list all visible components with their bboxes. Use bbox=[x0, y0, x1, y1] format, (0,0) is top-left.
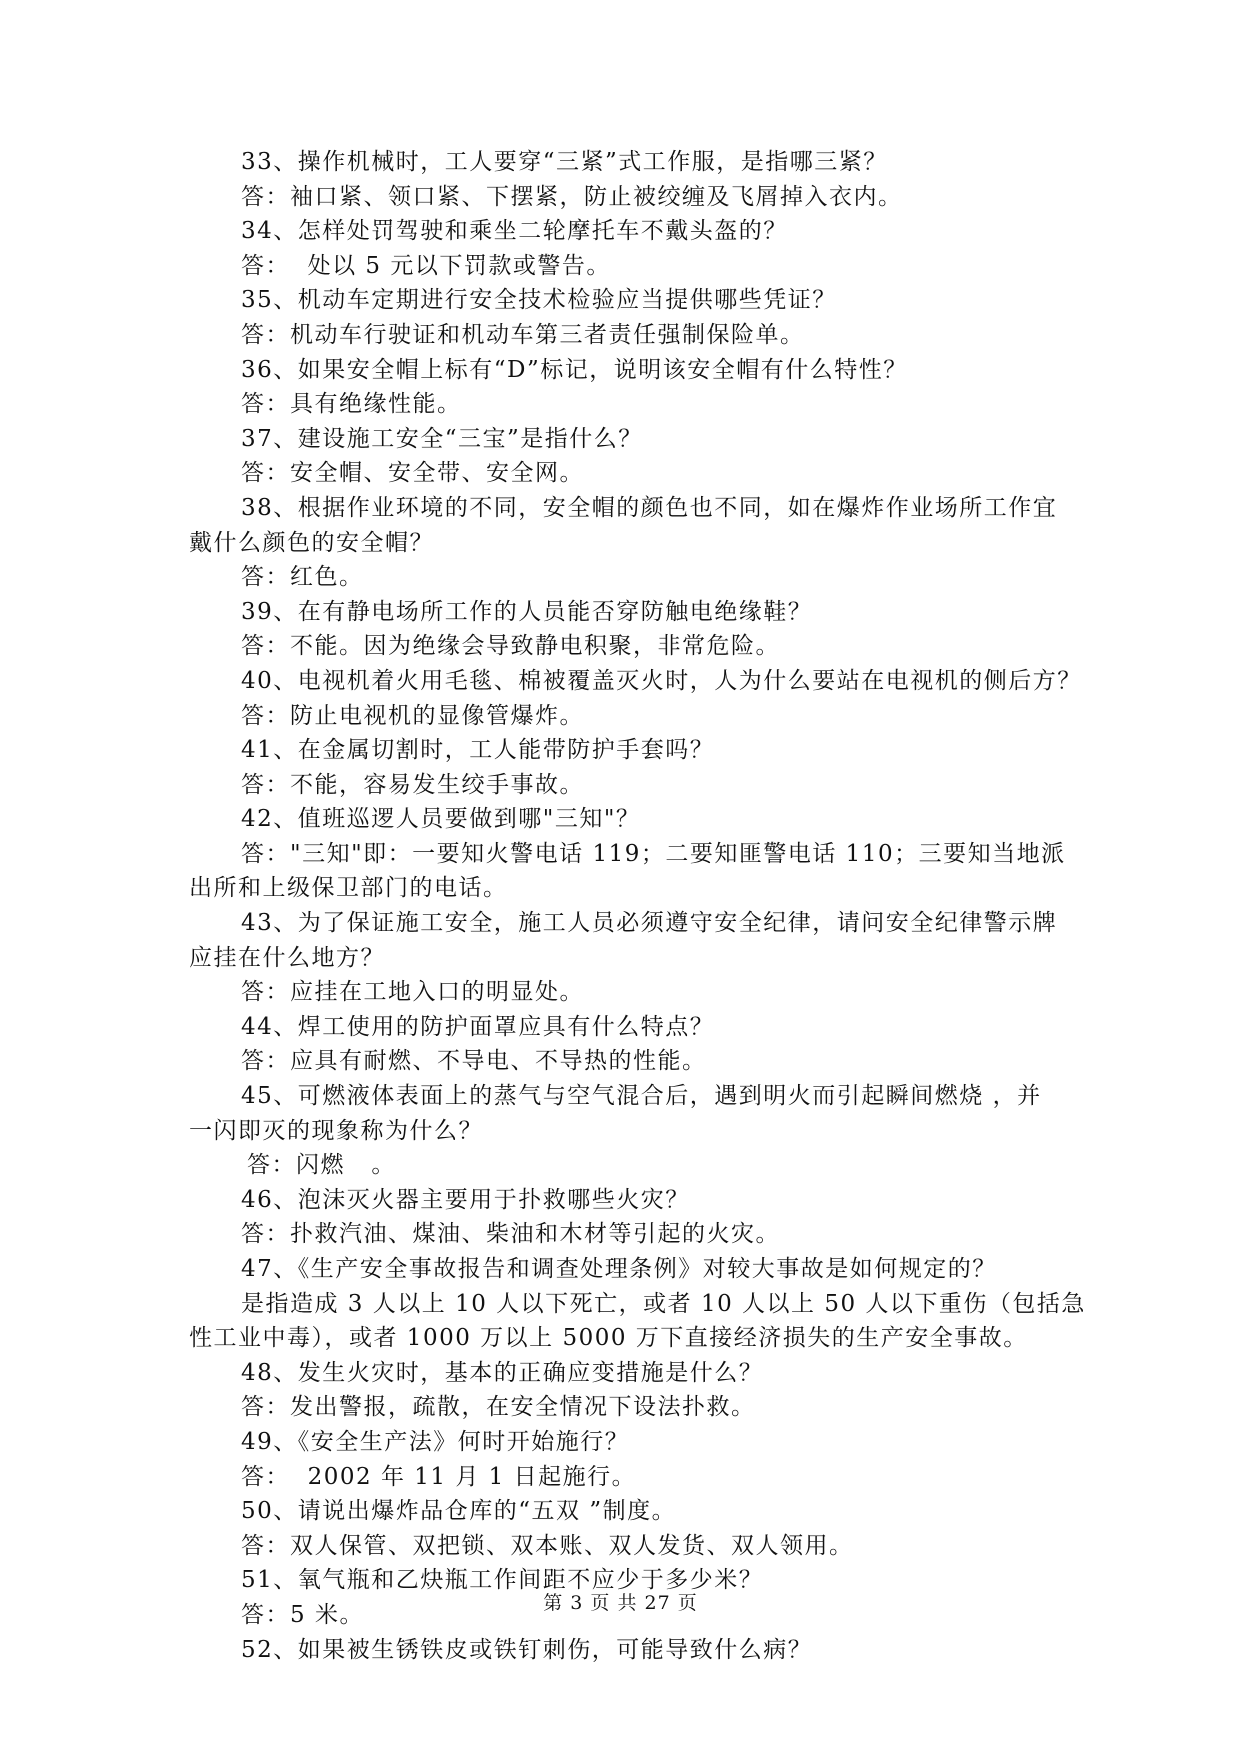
answer-line: 答：袖口紧、领口紧、下摆紧，防止被绞缠及飞屑掉入衣内。 bbox=[241, 183, 903, 210]
page-number-label: 第 3 页 共 27 页 bbox=[543, 1592, 698, 1614]
answer-line: 答：机动车行驶证和机动车第三者责任强制保险单。 bbox=[241, 321, 805, 348]
body-text bbox=[189, 145, 1086, 1667]
answer-line: 答：不能。因为绝缘会导致静电积聚，非常危险。 bbox=[241, 633, 780, 660]
answer-line: 答：5 米。 bbox=[241, 1601, 364, 1628]
question-continuation-line: 应挂在什么地方？ bbox=[189, 944, 385, 971]
question-continuation-line: 一闪即灭的现象称为什么？ bbox=[189, 1117, 483, 1144]
question-line: 43、为了保证施工安全，施工人员必须遵守安全纪律，请问安全纪律警示牌 bbox=[241, 910, 1058, 937]
question-line: 41、在金属切割时，工人能带防护手套吗？ bbox=[241, 737, 715, 764]
question-line: 39、在有静电场所工作的人员能否穿防触电绝缘鞋？ bbox=[241, 598, 813, 625]
question-line: 34、怎样处罚驾驶和乘坐二轮摩托车不戴头盔的？ bbox=[241, 218, 788, 245]
answer-line: 答：不能，容易发生绞手事故。 bbox=[241, 771, 584, 798]
question-line: 42、值班巡逻人员要做到哪"三知"？ bbox=[241, 806, 641, 833]
question-line: 38、根据作业环境的不同，安全帽的颜色也不同，如在爆炸作业场所工作宜 bbox=[241, 494, 1058, 521]
answer-continuation-line: 出所和上级保卫部门的电话。 bbox=[189, 875, 508, 902]
answer-line: 答： 2002 年 11 月 1 日起施行。 bbox=[241, 1463, 637, 1490]
question-line: 52、如果被生锈铁皮或铁钉刺伤，可能导致什么病？ bbox=[241, 1636, 813, 1663]
answer-line: 答：红色。 bbox=[241, 564, 364, 591]
question-line: 46、泡沫灭火器主要用于扑救哪些火灾？ bbox=[241, 1186, 690, 1213]
question-continuation-line: 戴什么颜色的安全帽？ bbox=[189, 529, 434, 556]
answer-line: 答：具有绝缘性能。 bbox=[241, 391, 462, 418]
answer-continuation-line: 性工业中毒），或者 1000 万以上 5000 万下直接经济损失的生产安全事故。 bbox=[189, 1325, 1028, 1352]
answer-line: 答：发出警报，疏散，在安全情况下设法扑救。 bbox=[241, 1394, 756, 1421]
question-line: 44、焊工使用的防护面罩应具有什么特点？ bbox=[241, 1013, 715, 1040]
answer-line: 答：应具有耐燃、不导电、不导热的性能。 bbox=[241, 1048, 707, 1075]
question-line: 47、《生产安全事故报告和调查处理条例》对较大事故是如何规定的？ bbox=[241, 1256, 997, 1282]
answer-line: 答：双人保管、双把锁、双本账、双人发货、双人领用。 bbox=[241, 1532, 854, 1559]
question-line: 51、氧气瓶和乙炔瓶工作间距不应少于多少米？ bbox=[241, 1567, 764, 1594]
question-line: 45、可燃液体表面上的蒸气与空气混合后，遇到明火而引起瞬间燃烧 ，并 bbox=[241, 1083, 1042, 1110]
question-line: 40、电视机着火用毛毯、棉被覆盖灭火时，人为什么要站在电视机的侧后方？ bbox=[241, 667, 1082, 694]
answer-line: 答： 处以 5 元以下罚款或警告。 bbox=[241, 252, 611, 279]
question-line: 35、机动车定期进行安全技术检验应当提供哪些凭证？ bbox=[241, 287, 837, 314]
answer-line: 是指造成 3 人以上 10 人以下死亡，或者 10 人以上 50 人以下重伤（包括急 bbox=[241, 1290, 1086, 1317]
answer-line: 答：安全帽、安全带、安全网。 bbox=[241, 460, 584, 487]
answer-line: 答："三知"即：一要知火警电话 119；二要知匪警电话 110；三要知当地派 bbox=[241, 840, 1066, 867]
question-line: 50、请说出爆炸品仓库的“五双 ”制度。 bbox=[241, 1498, 677, 1525]
question-line: 33、操作机械时，工人要穿“三紧”式工作服，是指哪三紧？ bbox=[241, 149, 888, 175]
answer-line: 答：扑救汽油、煤油、柴油和木材等引起的火灾。 bbox=[241, 1221, 780, 1248]
question-line: 48、发生火灾时，基本的正确应变措施是什么？ bbox=[241, 1359, 764, 1386]
answer-line: 答：应挂在工地入口的明显处。 bbox=[241, 979, 584, 1006]
question-line: 49、《安全生产法》何时开始施行？ bbox=[241, 1428, 630, 1455]
question-line: 36、如果安全帽上标有“D”标记，说明该安全帽有什么特性？ bbox=[241, 356, 908, 383]
page-footer bbox=[0, 1588, 1241, 1615]
answer-line: 答：闪燃 。 bbox=[247, 1152, 396, 1179]
answer-line: 答：防止电视机的显像管爆炸。 bbox=[241, 702, 584, 729]
question-line: 37、建设施工安全“三宝”是指什么？ bbox=[241, 425, 643, 452]
